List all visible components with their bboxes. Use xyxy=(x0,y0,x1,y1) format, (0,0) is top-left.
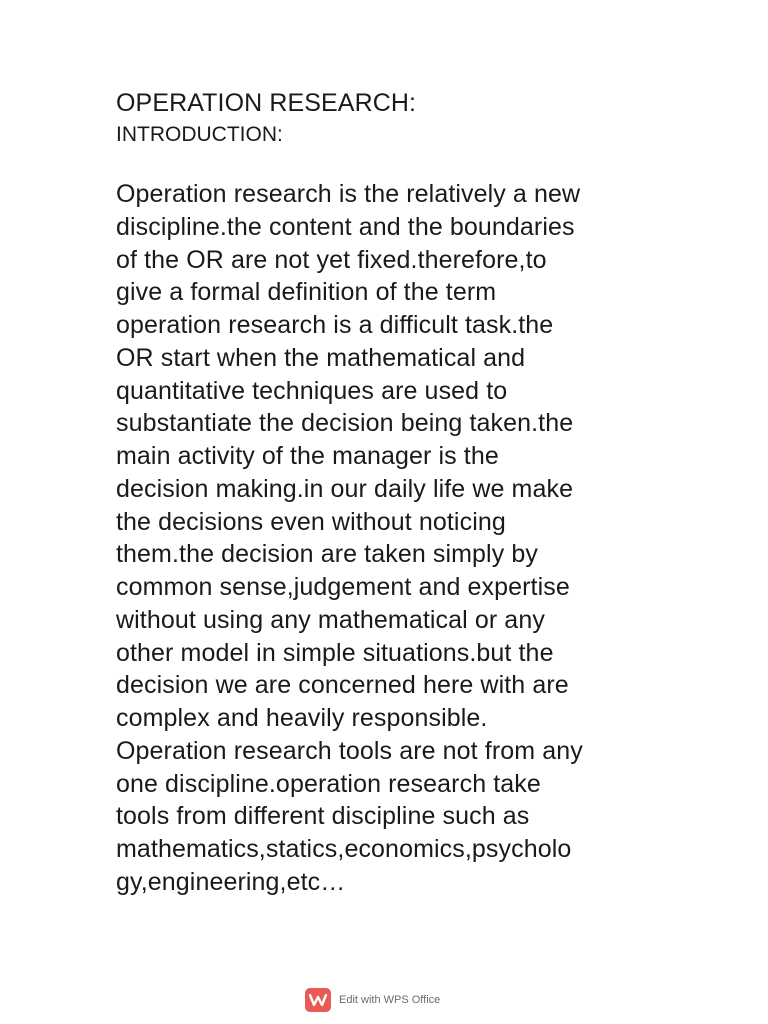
body-line: common sense,judgement and expertise xyxy=(116,573,570,601)
body-line: of the OR are not yet fixed.therefore,to xyxy=(116,245,547,274)
body-line: Operation research tools are not from any xyxy=(116,736,583,765)
footer-label: Edit with WPS Office xyxy=(339,994,441,1006)
document-content xyxy=(116,86,656,899)
body-line: quantitative techniques are used to xyxy=(116,376,508,405)
body-line: operation research is a difficult task.the xyxy=(116,311,554,339)
body-line: tools from different discipline such as xyxy=(116,802,530,831)
body-line: Operation research is the relatively a new xyxy=(116,180,581,208)
document-title: OPERATION RESEARCH: xyxy=(116,89,417,117)
body-line: them.the decision are taken simply by xyxy=(116,540,538,569)
body-line: OR start when the mathematical and xyxy=(116,343,526,372)
body-line: other model in simple situations.but the xyxy=(116,638,554,667)
body-line: mathematics,statics,economics,psycholo xyxy=(116,835,572,863)
body-line: give a formal definition of the term xyxy=(116,278,497,307)
body-line: main activity of the manager is the xyxy=(116,442,499,470)
wps-office-logo-icon xyxy=(305,988,331,1012)
body-line: without using any mathematical or any xyxy=(116,605,545,634)
body-line: decision we are concerned here with are xyxy=(116,671,569,700)
body-line: the decisions even without noticing xyxy=(116,507,506,536)
body-line: one discipline.operation research take xyxy=(116,769,541,798)
document-subtitle: INTRODUCTION: xyxy=(116,123,283,146)
body-line: decision making.in our daily life we make xyxy=(116,474,574,503)
body-line: substantiate the decision being taken.the xyxy=(116,409,574,438)
edit-with-wps-office-link[interactable] xyxy=(305,988,440,1012)
document-body xyxy=(116,178,656,899)
body-line: gy,engineering,etc… xyxy=(116,867,346,896)
body-line: discipline.the content and the boundaries xyxy=(116,212,575,241)
body-line: complex and heavily responsible. xyxy=(116,704,488,732)
